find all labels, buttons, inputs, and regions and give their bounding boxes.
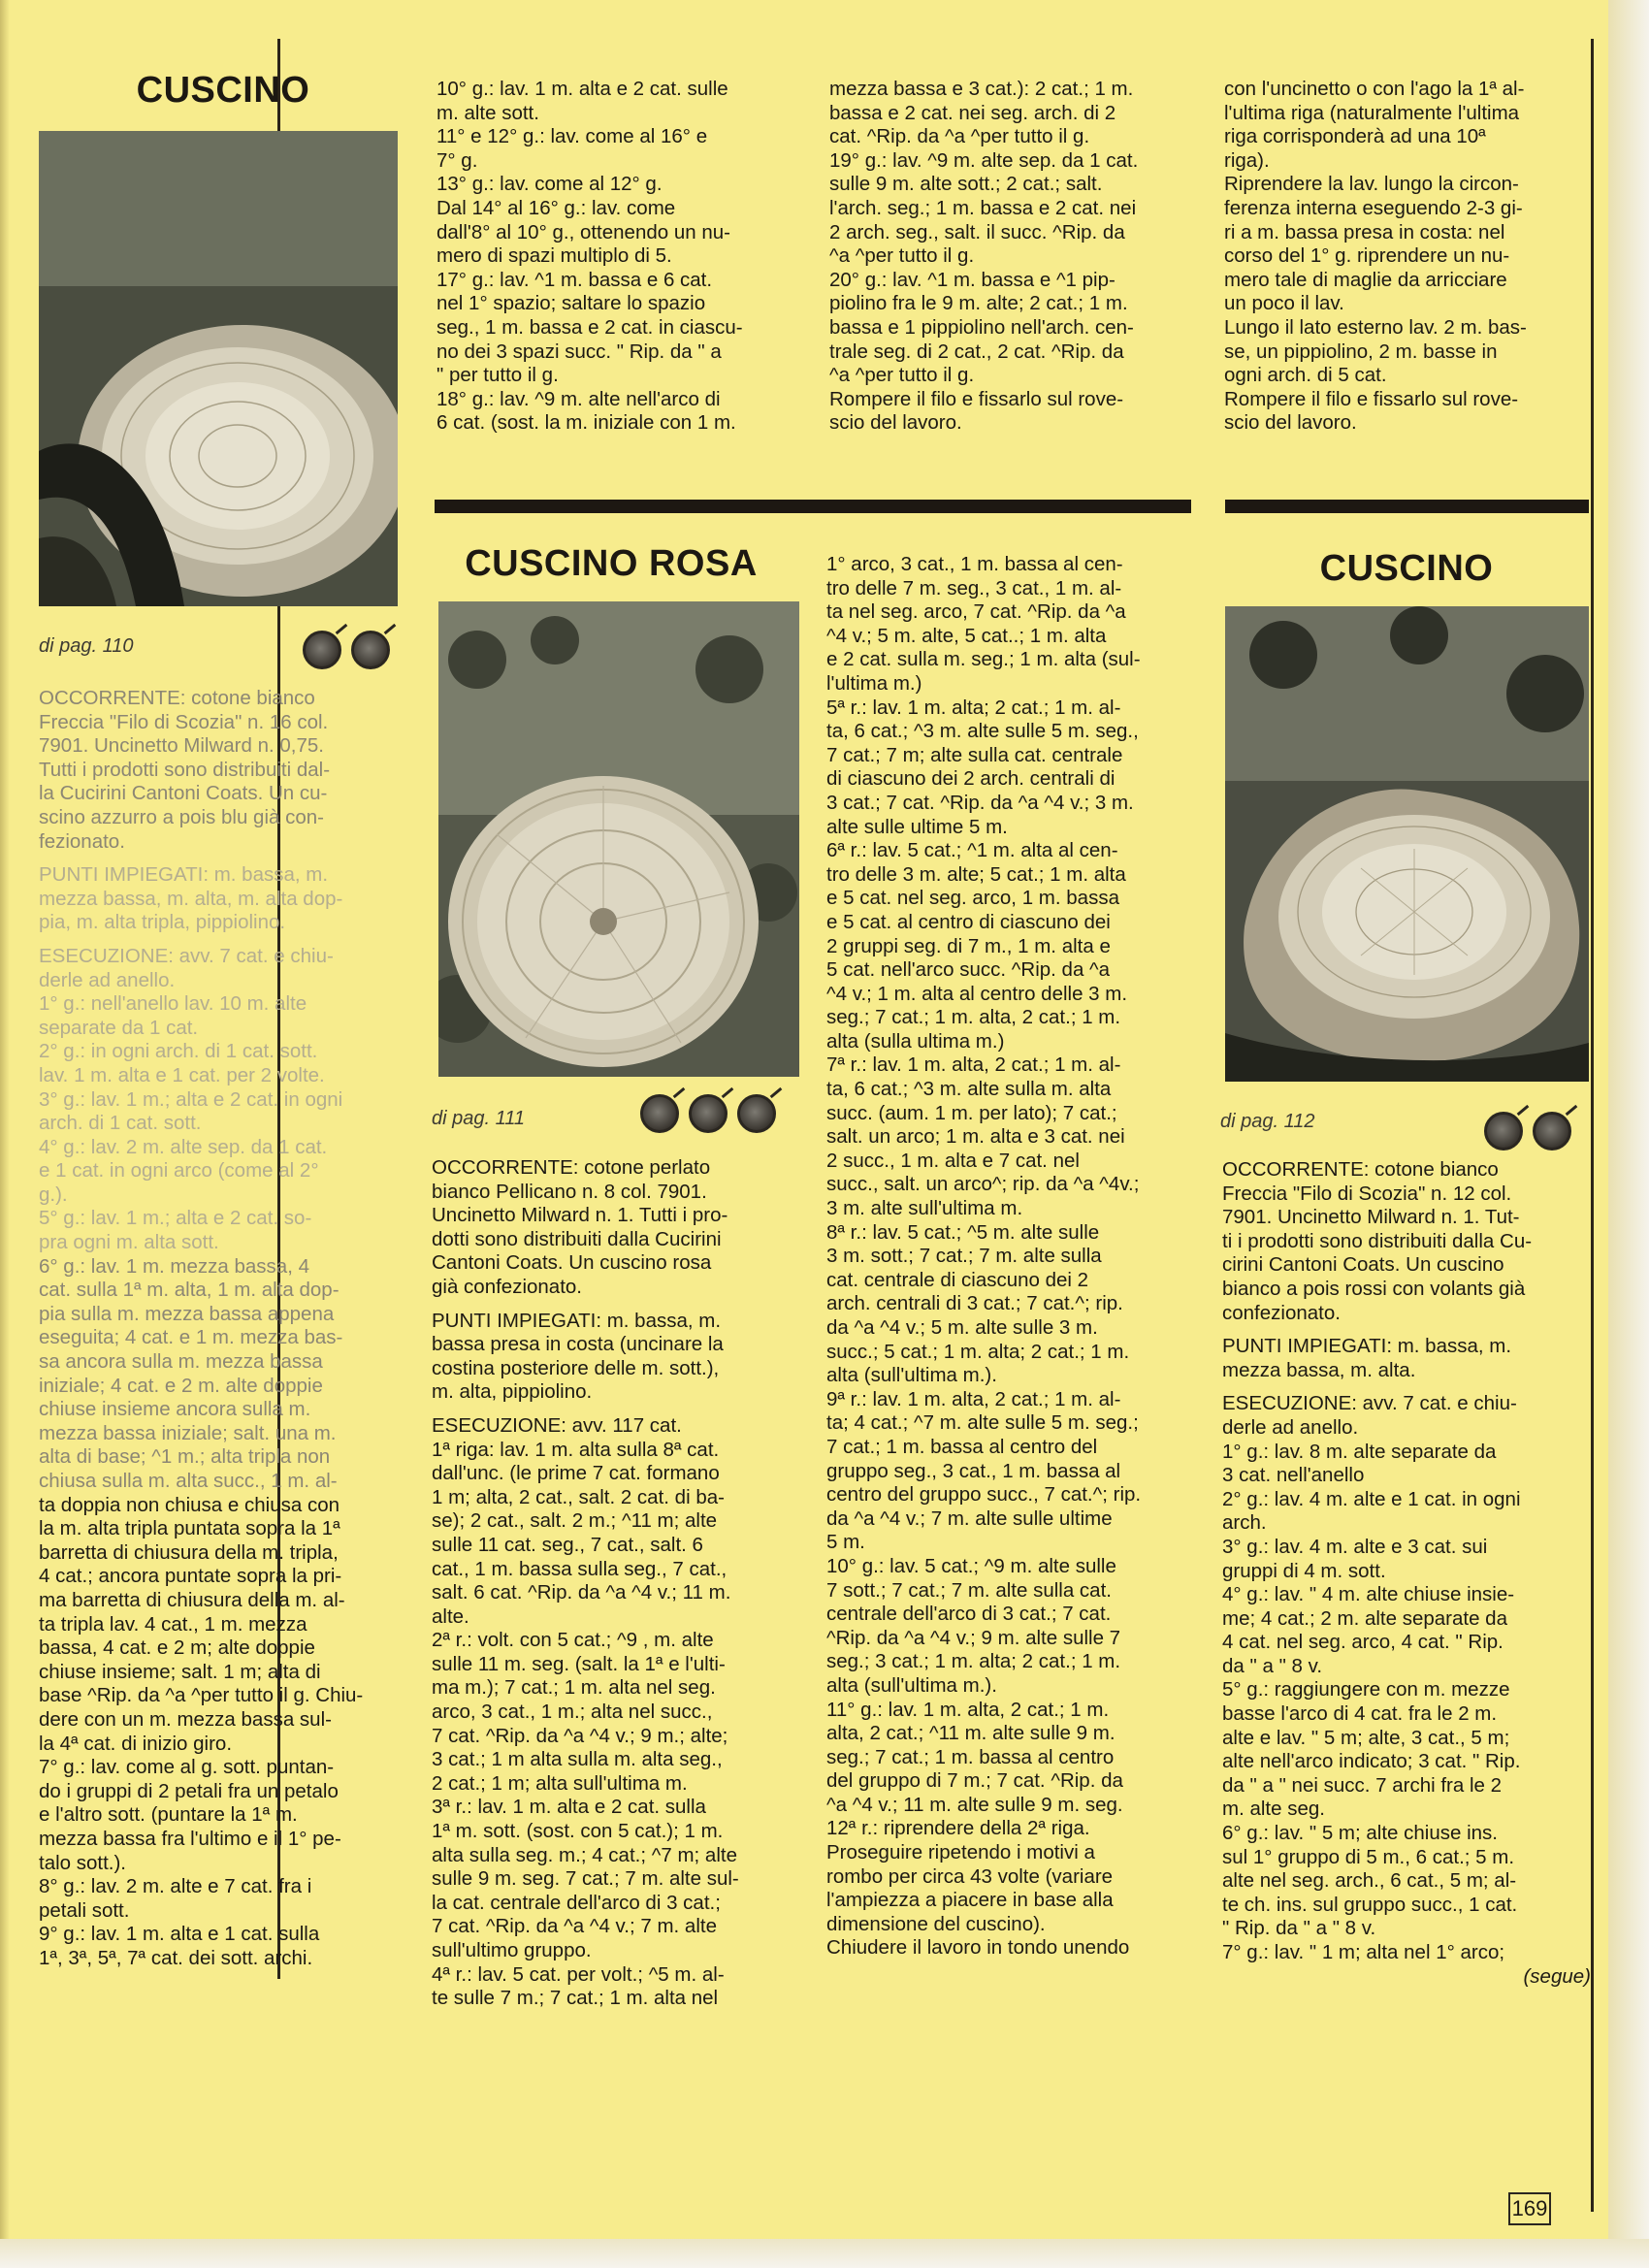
page-ref-111: di pag. 111 [432, 1108, 526, 1129]
cuscino1-continued-c: con l'uncinetto o con l'ago la 1ª al- l'ultima riga (naturalmente l'ultima riga corrisponderà ad una 10ª riga). Riprendere la lav. lungo la circon- ferenza interna eseguendo 2-3 gi- ri a m. bassa presa in costa: nel corso del 1° g. riprendere un nu- mero tale di maglie da arricciare un poco il lav. Lungo il lato esterno lav. 2 m. bas- se, un pippiolino, 2 m. basse in ogni arch. di 5 cat. Rompere il filo e fissarlo sul rove- scio del lavoro. [1224, 78, 1527, 435]
esecuzione-3: ESECUZIONE: avv. 7 cat. e chiu- derle ad anello. 1° g.: lav. 8 m. alte separate da 3 cat. nell'anello 2° g.: lav. 4 m. alte e 1 cat. in ogni arch. 3° g.: lav. 4 m. alte e 3 cat. sui gruppi di 4 m. sott. 4° g.: lav. " 4 m. alte chiuse insie- me; 4 cat.; 2 m. alte separate da 4 cat. nel seg. arco, 4 cat. " Rip. da " a " 8 v. 5° g.: raggiungere con m. mezze basse l'arco di 4 cat. fra le 2 m. alte e lav. " 5 m; alte, 3 cat., 5 m; alte nell'arco indicato; 3 cat. " Rip. da " a " nei succ. 7 archi fra le 2 m. alte seg. 6° g.: lav. " 5 m; alte chiuse ins. sul 1° gruppo di 5 m., 6 cat.; 5 m. alte nel seg. arch., 6 cat., 5 m; al- te ch. ins. sul gruppo succ., 1 cat. " Rip. da " a " 8 v. 7° g.: lav. " 1 m; alta nel 1° arco; [1222, 1392, 1521, 1963]
esecuzione-rosa: ESECUZIONE: avv. 117 cat. 1ª riga: lav. 1 m. alta sulla 8ª cat. dall'unc. (le prime 7 cat. formano 1 m; alta, 2 cat., salt. 2 cat. di ba- se); 2 cat., salt. 2 m.; ^11 m; alte sulle 11 cat. seg., 7 cat., salt. 6 cat., 1 m. bassa sulla seg., 7 cat., salt. 6 cat. ^Rip. da ^a ^4 v.; 11 m. alte. 2ª r.: volt. con 5 cat.; ^9 , m. alte sulle 11 m. seg. (salt. la 1ª e l'ulti- ma m.); 7 cat.; 1 m. alta nel seg. arco, 3 cat., 1 m.; alta nel succ., 7 cat. ^Rip. da ^a ^4 v.; 9 m.; alte; 3 cat.; 1 m alta sulla m. alta seg., 2 cat.; 1 m; alta sull'ultima m. 3ª r.: lav. 1 m. alta e 2 cat. sulla 1ª m. sott. (sost. con 5 cat.); 1 m. alta sulla seg. m.; 4 cat.; ^7 m; alte sulle 9 m. seg. 7 cat.; 7 m. alte sul- la cat. centrale dell'arco di 3 cat.; 7 cat. ^Rip. da ^a ^4 v.; 7 m. alte sull'ultimo gruppo. 4ª r.: lav. 5 cat. per volt.; ^5 m. al- te sulle 7 m.; 7 cat.; 1 m. alta nel [432, 1413, 739, 2010]
page-ref-110: di pag. 110 [39, 635, 134, 657]
esecuzione-1: ta doppia non chiusa e chiusa con la m. alta tripla puntata sopra la 1ª barretta di chiusura della m. tripla, 4 cat.; ancora puntate sopra la pri- ma barretta di chiusura della m. al- ta tripla lav. 4 cat., 1 m. mezza bassa, 4 cat. e 2 m; alte doppie chiuse insieme; salt. 1 m; alta di base ^Rip. da ^a ^per tutto il g. Chiu- dere con un m. mezza bassa sul- la 4ª cat. di inizio giro. 7° g.: lav. come al g. sott. puntan- do i gruppi di 2 petali fra un petalo e l'altro sott. (puntare la 1ª m. mezza bassa fra l'ultimo e il 1° pe- talo sott.). 8° g.: lav. 2 m. alte e 7 cat. fra i petali sott. 9° g.: lav. 1 m. alta e 1 cat. sulla 1ª, 3ª, 5ª, 7ª cat. dei sott. archi. [39, 1493, 364, 1969]
photo-cuscino-1 [39, 131, 398, 606]
difficulty-icons-3 [1484, 1112, 1571, 1150]
yarn-ball-icon [351, 631, 390, 669]
segue-note: (segue) [1523, 1964, 1591, 1988]
column-rosa-2 [826, 553, 1195, 1960]
title-cuscino-rosa: CUSCINO ROSA [465, 543, 758, 584]
photo-cuscino-3 [1225, 606, 1589, 1082]
yarn-ball-icon [737, 1094, 776, 1133]
punti-impiegati-3: PUNTI IMPIEGATI: m. bassa, m. mezza bassa, m. alta. [1222, 1335, 1512, 1381]
yarn-ball-icon [689, 1094, 728, 1133]
difficulty-icons-1 [303, 631, 390, 669]
photo-cuscino-rosa [438, 601, 799, 1077]
title-cuscino-3: CUSCINO [1319, 548, 1494, 589]
column-3-top [829, 78, 1198, 436]
esecuzione-1-mid: 6° g.: lav. 1 m. mezza bassa, 4 cat. sulla 1ª m. alta, 1 m. alta dop- pia sulla m. mezza bassa appena eseguita; 4 cat. e 1 m. mezza bas- sa ancora sulla m. mezza bassa iniziale; 4 cat. e 2 m. alte doppie chiuse insieme ancora sulla m. mezza bassa iniziale; salt. una m. alta di base; ^1 m.; alta tripla non chiusa sulla m. alta succ., 1 m. al- [39, 1254, 343, 1492]
column-4-top [1224, 78, 1593, 436]
column-2-top [436, 78, 805, 436]
occorrente-3: OCCORRENTE: cotone bianco Freccia "Filo di Scozia" n. 12 col. 7901. Uncinetto Milward n. 1. Tut- ti i prodotti sono distribuiti dalla Cu- cirini Cantoni Coats. Un cuscino bianco a pois rossi con volants già confezionato. [1222, 1158, 1533, 1324]
column-cuscino-3 [1222, 1158, 1591, 1989]
difficulty-icons-rosa [640, 1094, 776, 1133]
yarn-ball-icon [640, 1094, 679, 1133]
page-number: 169 [1508, 2192, 1551, 2225]
section-divider-cuscino3 [1225, 500, 1589, 513]
page-edge-bottom [0, 2239, 1649, 2268]
yarn-ball-icon [1484, 1112, 1523, 1150]
yarn-ball-icon [303, 631, 341, 669]
occorrente-rosa: OCCORRENTE: cotone perlato bianco Pellicano n. 8 col. 7901. Uncinetto Milward n. 1. Tutti i pro- dotti sono distribuiti dalla Cucirini Cantoni Coats. Un cuscino rosa già confezionato. [432, 1156, 728, 1298]
section-divider-rosa [435, 500, 1191, 513]
title-cuscino-1: CUSCINO [136, 70, 310, 111]
cuscino1-continued-a: 10° g.: lav. 1 m. alta e 2 cat. sulle m. alte sott. 11° e 12° g.: lav. come al 16° e 7° g. 13° g.: lav. come al 12° g. Dal 14° al 16° g.: lav. come dall'8° al 10° g., ottenendo un nu- mero di spazi multiplo di 5. 17° g.: lav. ^1 m. bassa e 6 cat. nel 1° spazio; saltare lo spazio seg., 1 m. bassa e 2 cat. in ciascu- no dei 3 spazi succ. " Rip. da " a " per tutto il g. 18° g.: lav. ^9 m. alte nell'arco di 6 cat. (sost. la m. iniziale con 1 m. [436, 78, 743, 435]
page-spine-shadow [0, 0, 10, 2268]
punti-impiegati-1: PUNTI IMPIEGATI: m. bassa, m. mezza bassa, m. alta, m. alta dop- pia, m. alta tripla, pippiolino. [39, 863, 343, 934]
column-rosa-1 [432, 1156, 800, 2011]
esecuzione-rosa-continued: 1° arco, 3 cat., 1 m. bassa al cen- tro delle 7 m. seg., 3 cat., 1 m. al- ta nel seg. arco, 7 cat. ^Rip. da ^a ^4 v.; 5 m. alte, 5 cat..; 1 m. alta e 2 cat. sulla m. seg.; 1 m. alta (sul- l'ultima m.) 5ª r.: lav. 1 m. alta; 2 cat.; 1 m. al- ta, 6 cat.; ^3 m. alte sulle 5 m. seg., 7 cat.; 7 m; alte sulla cat. centrale di ciascuno dei 2 arch. centrali di 3 cat.; 7 cat. ^Rip. da ^a ^4 v.; 3 m. alte sulle ultime 5 m. 6ª r.: lav. 5 cat.; ^1 m. alta al cen- tro delle 3 m. alte; 5 cat.; 1 m. alta e 5 cat. nel seg. arco, 1 m. bassa e 5 cat. al centro di ciascuno dei 2 gruppi seg. di 7 m., 1 m. alta e 5 cat. nell'arco succ. ^Rip. da ^a ^4 v.; 1 m. alta al centro delle 3 m. seg.; 7 cat.; 1 m. alta, 2 cat.; 1 m. alta (sulla ultima m.) 7ª r.: lav. 1 m. alta, 2 cat.; 1 m. al- ta, 6 cat.; ^3 m. alte sulla m. alta succ. (aum. 1 m. per lato); 7 cat.; salt. un arco; 1 m. alta e 3 cat. nei 2 succ., 1 m. alta e 7 cat. nel succ., salt. un arco^; rip. da ^a ^4v.; 3 m. alte sull'ultima m. 8ª r.: lav. 5 cat.; ^5 m. alte sulle 3 m. sott.; 7 cat.; 7 m. alte sulla cat. centrale di ciascuno dei 2 arch. centrali di 3 cat.; 7 cat.^; rip. da ^a ^4 v.; 5 m. alte sulle 3 m. succ.; 5 cat.; 1 m. alta; 2 cat.; 1 m. alta (sull'ultima m.). 9ª r.: lav. 1 m. alta, 2 cat.; 1 m. al- ta; 4 cat.; ^7 m. alte sulle 5 m. seg.; 7 cat.; 1 m. bassa al centro del gruppo seg., 3 cat., 1 m. bassa al centro del gruppo succ., 7 cat.^; rip. da ^a ^4 v.; 7 m. alte sulle ultime 5 m. 10° g.: lav. 5 cat.; ^9 m. alte sulle 7 sott.; 7 cat.; 7 m. alte sulla cat. centrale dell'arco di 3 cat.; 7 cat. ^Rip. da ^a ^4 v.; 9 m. alte sulle 7 seg.; 3 cat.; 1 m. alta; 2 cat.; 1 m. alta (sull'ultima m.). 11° g.: lav. 1 m. alta, 2 cat.; 1 m. alta, 2 cat.; ^11 m. alte sulle 9 m. seg.; 7 cat.; 1 m. bassa al centro del gruppo di 7 m.; 7 cat. ^Rip. da ^a ^4 v.; 11 m. alte sulle 9 m. seg. 12ª r.: riprendere della 2ª riga. Proseguire ripetendo i motivi a rombo per circa 43 volte (variare l'ampiezza a piacere in base alla dimensione del cuscino). Chiudere il lavoro in tondo unendo [826, 553, 1142, 1960]
esecuzione-1-faint: ESECUZIONE: avv. 7 cat. e chiu- derle ad anello. 1° g.: nell'anello lav. 10 m. alte separate da 1 cat. 2° g.: in ogni arch. di 1 cat. sott. lav. 1 m. alta e 1 cat. per 2 volte. 3° g.: lav. 1 m.; alta e 2 cat. in ogni arch. di 1 cat. sott. 4° g.: lav. 2 m. alte sep. da 1 cat. e 1 cat. in ogni arco (come al 2° g.). 5° g.: lav. 1 m.; alta e 2 cat. so- pra ogni m. alta sott. [39, 944, 343, 1254]
occorrente-1: OCCORRENTE: cotone bianco Freccia "Filo di Scozia" n. 16 col. 7901. Uncinetto Milward n. 0,75. Tutti i prodotti sono distribuiti dal- la Cucirini Cantoni Coats. Un cu- scino azzurro a pois blu già con- fezionato. [39, 687, 331, 853]
column-1-text [39, 687, 407, 1970]
cuscino1-continued-b: mezza bassa e 3 cat.): 2 cat.; 1 m. bassa e 2 cat. nei seg. arch. di 2 cat. ^Rip. da ^a ^per tutto il g. 19° g.: lav. ^9 m. alte sep. da 1 cat. sulle 9 m. alte sott.; 2 cat.; salt. l'arch. seg.; 1 m. bassa e 2 cat. nei 2 arch. seg., salt. il succ. ^Rip. da ^a ^per tutto il g. 20° g.: lav. ^1 m. bassa e ^1 pip- piolino fra le 9 m. alte; 2 cat.; 1 m. bassa e 1 pippiolino nell'arch. cen- trale seg. di 2 cat., 2 cat. ^Rip. da ^a ^per tutto il g. Rompere il filo e fissarlo sul rove- scio del lavoro. [829, 78, 1139, 435]
page-edge-right [1608, 0, 1649, 2268]
punti-impiegati-rosa: PUNTI IMPIEGATI: m. bassa, m. bassa presa in costa (uncinare la costina posteriore delle m. sott.), m. alta, pippiolino. [432, 1309, 724, 1404]
yarn-ball-icon [1533, 1112, 1571, 1150]
page-ref-112: di pag. 112 [1220, 1111, 1315, 1132]
